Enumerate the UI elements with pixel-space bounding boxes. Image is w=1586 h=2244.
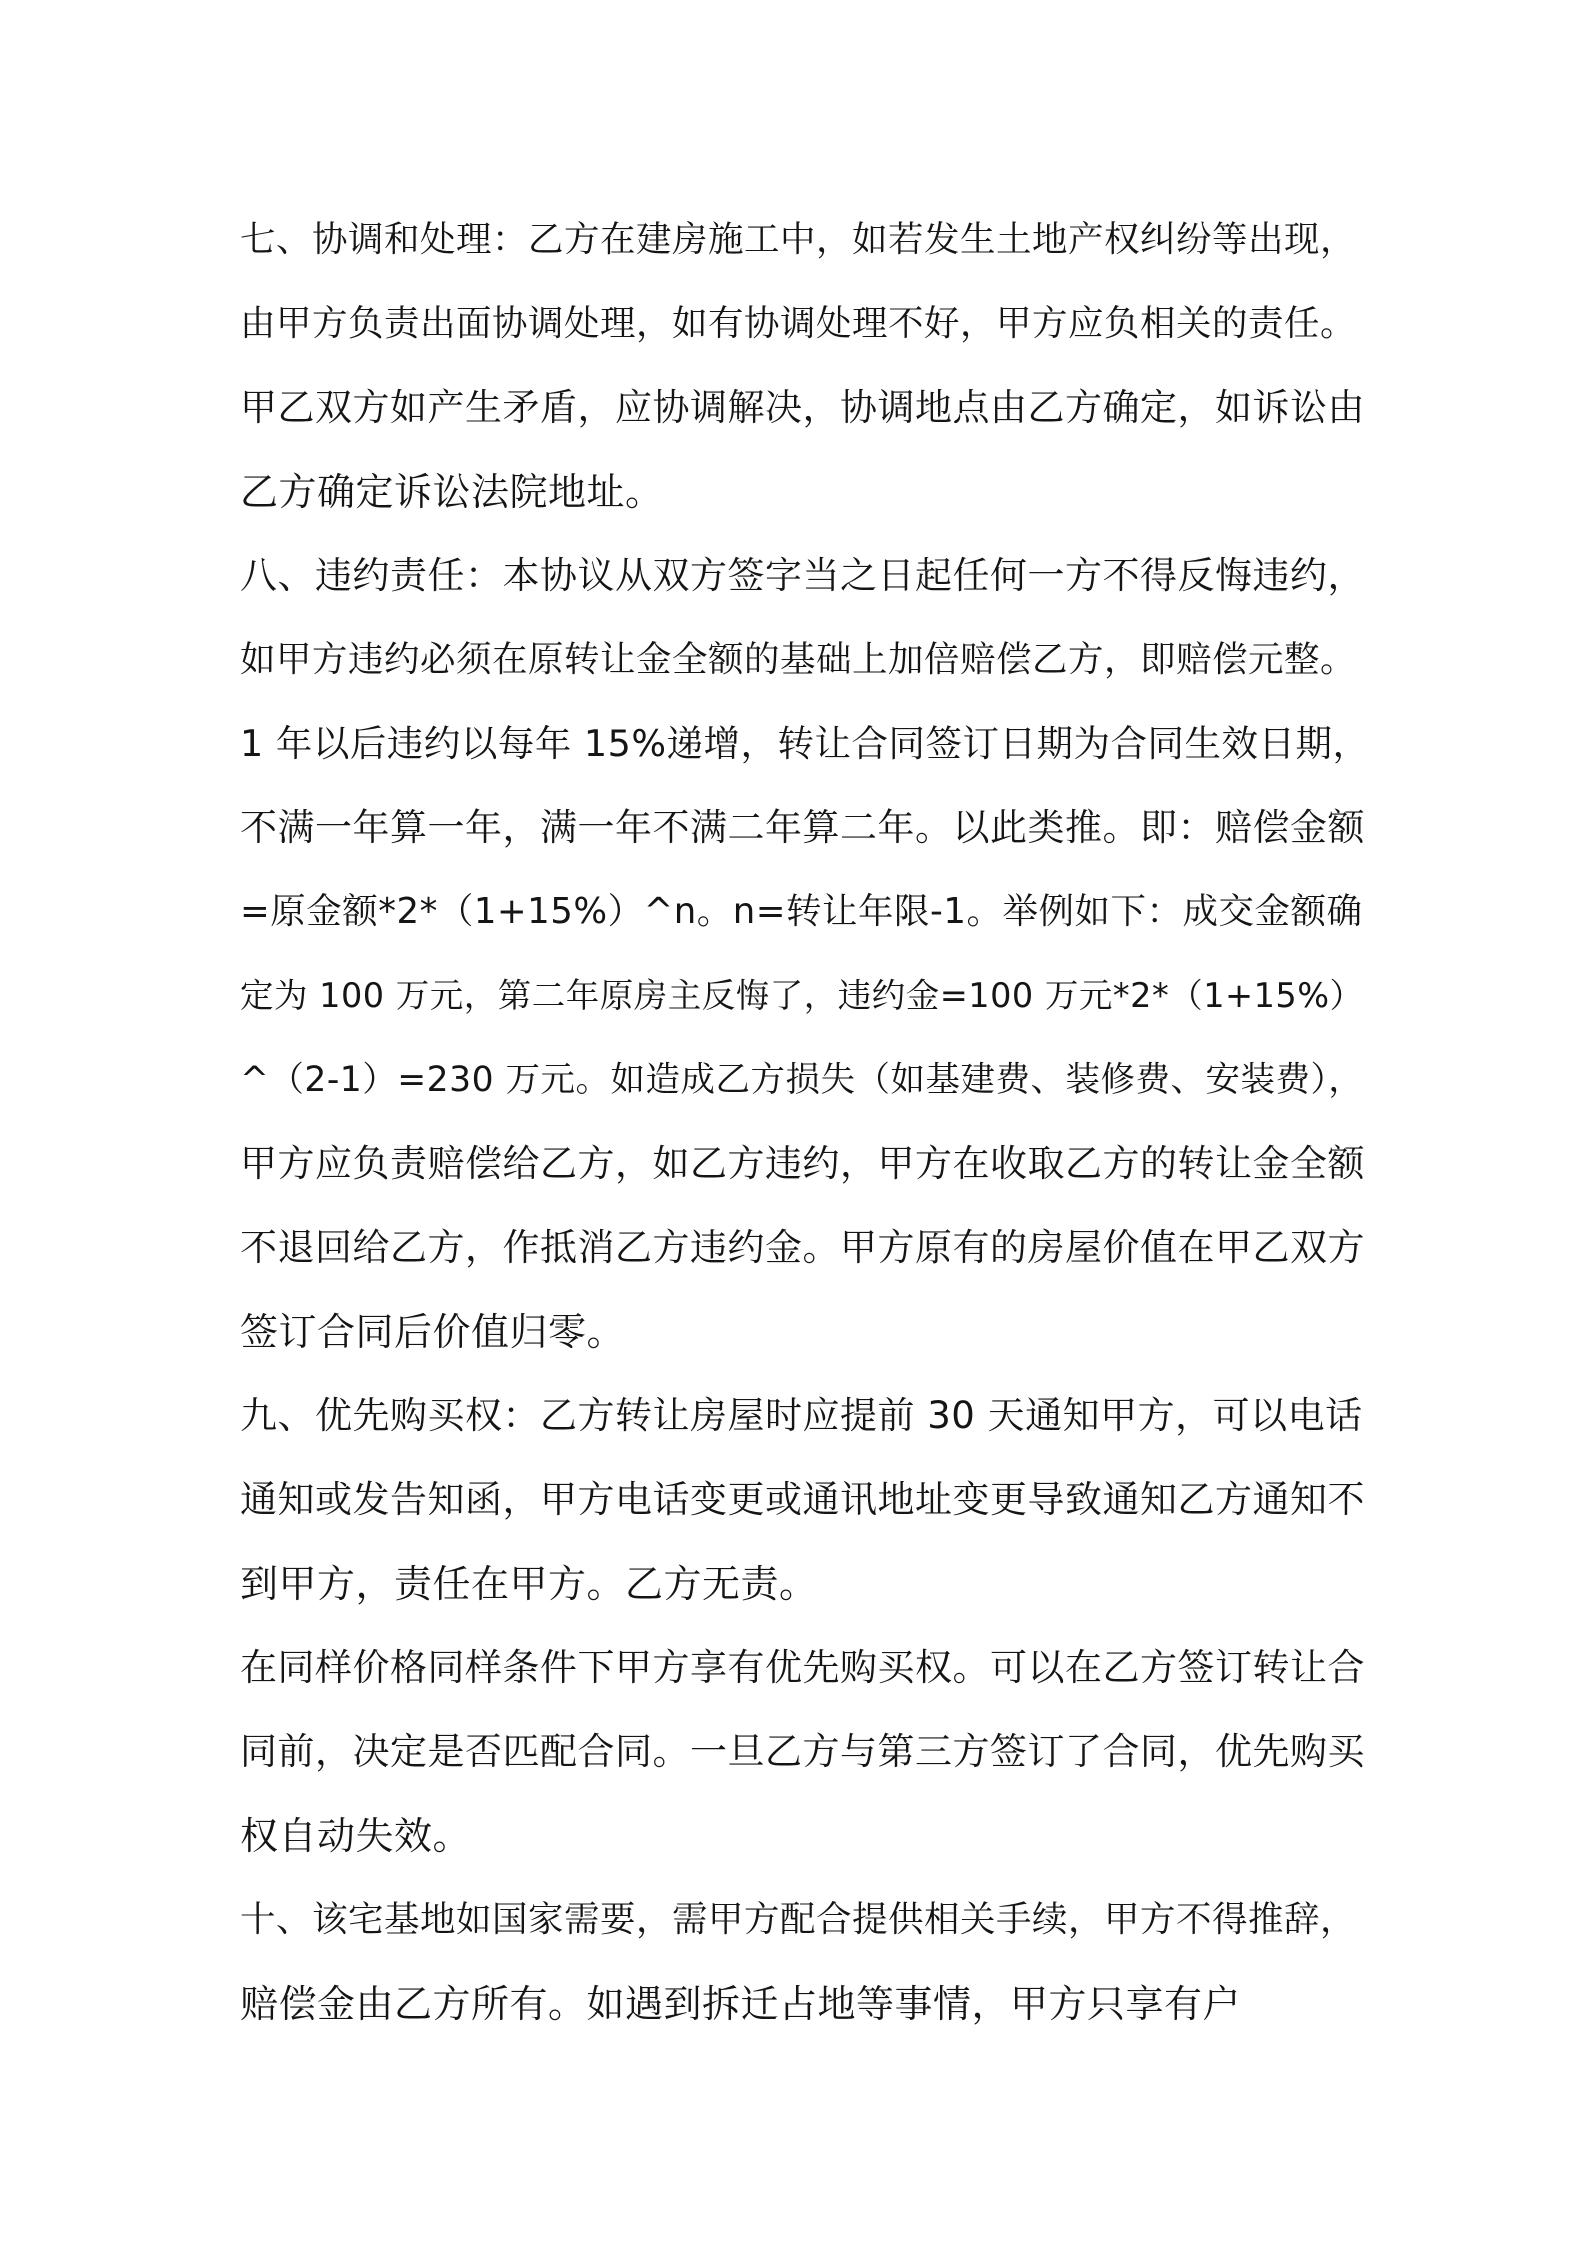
text-line: 到甲方，责任在甲方。乙方无责。 xyxy=(240,1562,818,1606)
text-line: 十、该宅基地如国家需要，需甲方配合提供相关手续，甲方不得推辞， xyxy=(240,1899,1357,1940)
text-line: 甲乙双方如产生矛盾，应协调解决，协调地点由乙方确定，如诉讼由 xyxy=(240,386,1365,429)
text-line: 1 年以后违约以每年 15%递增，转让合同签订日期为合同生效日期， xyxy=(240,722,1370,765)
text-line: 乙方确定诉讼法院地址。 xyxy=(240,470,664,514)
text-line: ^（2-1）=230 万元。如造成乙方损失（如基建费、装修费、安装费）， xyxy=(240,1060,1364,1100)
document-body xyxy=(240,198,1370,2046)
text-line: 不满一年算一年，满一年不满二年算二年。以此类推。即：赔偿金额 xyxy=(240,806,1365,849)
text-line: 通知或发告知函，甲方电话变更或通讯地址变更导致通知乙方通知不 xyxy=(240,1478,1365,1521)
text-line: 不退回给乙方，作抵消乙方违约金。甲方原有的房屋价值在甲乙双方 xyxy=(240,1226,1365,1269)
text-line: 七、协调和处理：乙方在建房施工中，如若发生土地产权纠纷等出现， xyxy=(240,219,1357,260)
text-line: 甲方应负责赔偿给乙方，如乙方违约，甲方在收取乙方的转让金全额 xyxy=(240,1142,1365,1185)
text-line: 八、违约责任：本协议从双方签字当之日起任何一方不得反悔违约， xyxy=(240,554,1365,597)
text-line: 在同样价格同样条件下甲方享有优先购买权。可以在乙方签订转让合 xyxy=(240,1646,1365,1689)
text-line: 九、优先购买权：乙方转让房屋时应提前 30 天通知甲方，可以电话 xyxy=(240,1394,1363,1437)
text-line: 同前，决定是否匹配合同。一旦乙方与第三方签订了合同，优先购买 xyxy=(240,1730,1365,1773)
text-line: 由甲方负责出面协调处理，如有协调处理不好，甲方应负相关的责任。 xyxy=(240,303,1357,344)
text-line: 如甲方违约必须在原转让金全额的基础上加倍赔偿乙方，即赔偿元整。 xyxy=(240,639,1357,680)
text-line: =原金额*2*（1+15%）^n。n=转让年限-1。举例如下：成交金额确 xyxy=(240,891,1363,932)
text-line: 赔偿金由乙方所有。如遇到拆迁占地等事情，甲方只享有户 xyxy=(240,1982,1242,2026)
text-line: 定为 100 万元，第二年原房主反悔了，违约金=100 万元*2*（1+15%） xyxy=(240,976,1364,1015)
text-line: 权自动失效。 xyxy=(240,1814,472,1858)
text-line: 签订合同后价值归零。 xyxy=(240,1310,626,1354)
